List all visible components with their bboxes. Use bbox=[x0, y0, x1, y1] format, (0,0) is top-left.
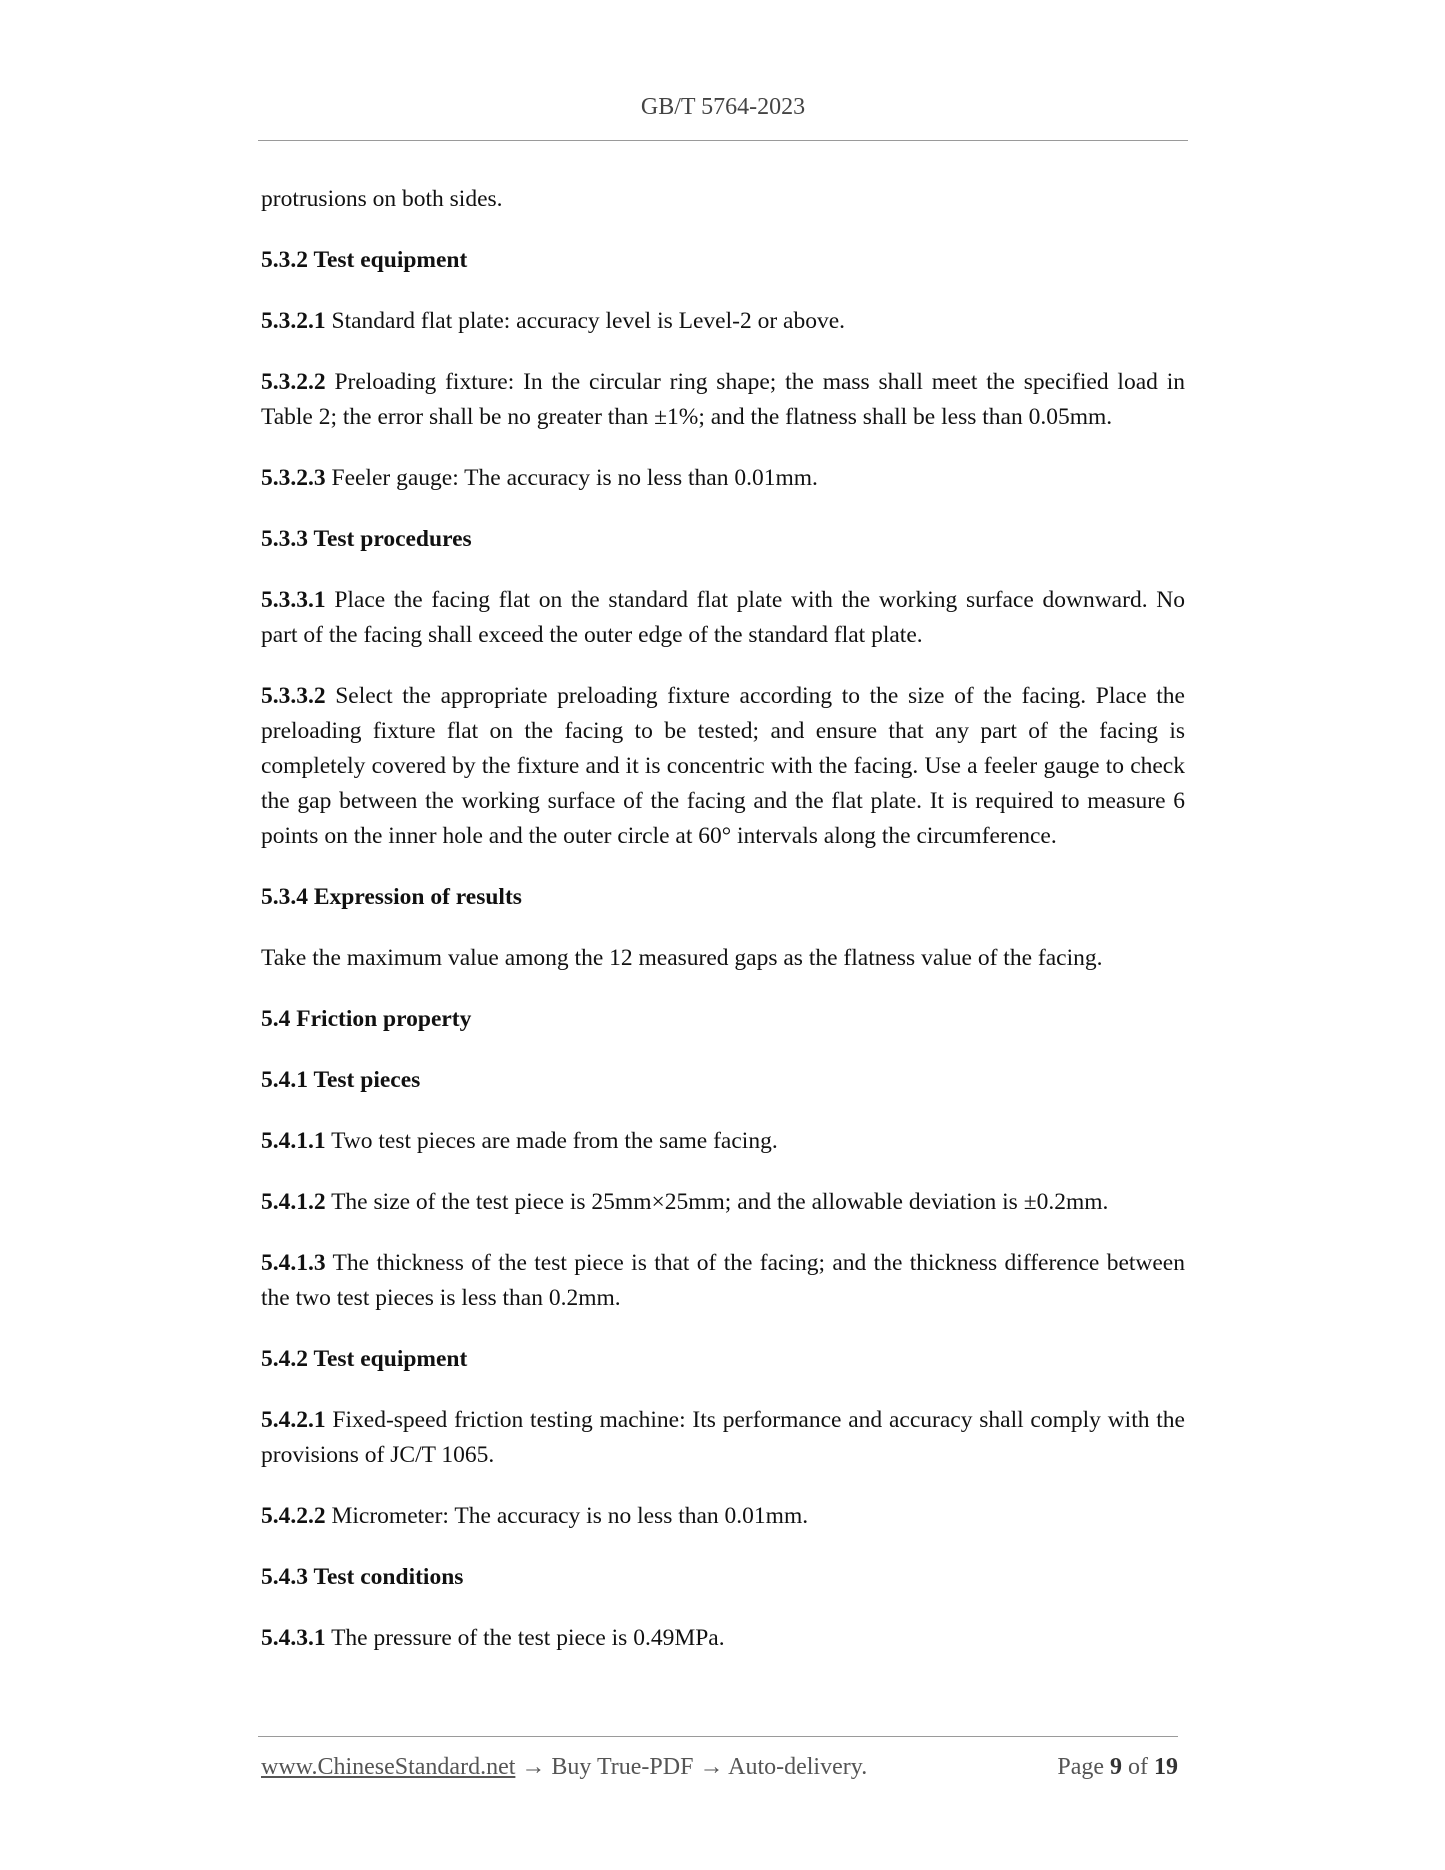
clause-number: 5.4.2.1 bbox=[261, 1407, 326, 1433]
heading-5-4: 5.4 Friction property bbox=[261, 1006, 472, 1032]
clause-number: 5.3.3.1 bbox=[261, 587, 326, 613]
clause-5-3-3-2 bbox=[261, 679, 1185, 854]
clause-5-4-3-1 bbox=[261, 1621, 1185, 1656]
clause-5-4-1-3 bbox=[261, 1246, 1185, 1316]
heading-5-4-1: 5.4.1 Test pieces bbox=[261, 1067, 421, 1093]
paragraph-5-3-4: Take the maximum value among the 12 measured gaps as the flatness value of the facing. bbox=[261, 945, 1103, 971]
clause-text: Place the facing flat on the standard flat plate with the working surface downward. No part of the facing shall exceed the outer edge of the standard flat plate. bbox=[261, 587, 1185, 648]
page-footer bbox=[261, 1754, 1178, 1790]
paragraph-continuation: protrusions on both sides. bbox=[261, 186, 503, 212]
clause-number: 5.4.2.2 bbox=[261, 1503, 326, 1529]
clause-5-4-2-2 bbox=[261, 1499, 1185, 1534]
page-number bbox=[1057, 1754, 1178, 1781]
clause-number: 5.4.1.2 bbox=[261, 1189, 326, 1215]
total-pages: 19 bbox=[1154, 1754, 1178, 1780]
of-label: of bbox=[1122, 1754, 1154, 1780]
clause-5-4-2-1 bbox=[261, 1403, 1185, 1473]
clause-number: 5.4.1.3 bbox=[261, 1250, 326, 1276]
current-page: 9 bbox=[1110, 1754, 1122, 1780]
clause-text: The size of the test piece is 25mm×25mm; and the allowable deviation is ±0.2mm. bbox=[325, 1189, 1109, 1215]
clause-number: 5.3.3.2 bbox=[261, 683, 326, 709]
heading-5-3-4: 5.3.4 Expression of results bbox=[261, 884, 522, 910]
site-link[interactable]: www.ChineseStandard.net bbox=[261, 1754, 516, 1780]
clause-text: Micrometer: The accuracy is no less than 0.01mm. bbox=[325, 1503, 809, 1529]
page-label: Page bbox=[1057, 1754, 1110, 1780]
clause-5-3-2-2 bbox=[261, 365, 1185, 435]
clause-5-3-2-3 bbox=[261, 461, 1185, 496]
clause-text: Feeler gauge: The accuracy is no less than 0.01mm. bbox=[325, 465, 818, 491]
clause-text: Standard flat plate: accuracy level is Level-2 or above. bbox=[325, 308, 846, 334]
clause-text: Two test pieces are made from the same facing. bbox=[325, 1128, 778, 1154]
clause-number: 5.4.3.1 bbox=[261, 1625, 326, 1651]
clause-number: 5.3.2.2 bbox=[261, 369, 326, 395]
clause-text: The thickness of the test piece is that of the facing; and the thickness difference between the two test pieces is less than 0.2mm. bbox=[261, 1250, 1185, 1311]
clause-number: 5.3.2.3 bbox=[261, 465, 326, 491]
footer-divider bbox=[258, 1736, 1178, 1737]
clause-text: Fixed-speed friction testing machine: Its performance and accuracy shall comply with the provisions of JC/T 1065. bbox=[261, 1407, 1185, 1468]
header-divider bbox=[258, 140, 1188, 141]
clause-number: 5.3.2.1 bbox=[261, 308, 326, 334]
heading-5-4-3: 5.4.3 Test conditions bbox=[261, 1564, 464, 1590]
clause-text: Preloading fixture: In the circular ring shape; the mass shall meet the specified load in Table 2; the error shall be no greater than ±1%; and the flatness shall be less than 0.05mm. bbox=[261, 369, 1185, 430]
heading-5-4-2: 5.4.2 Test equipment bbox=[261, 1346, 468, 1372]
clause-5-3-3-1 bbox=[261, 583, 1185, 653]
page-header: GB/T 5764-2023 bbox=[640, 94, 806, 120]
heading-5-3-2: 5.3.2 Test equipment bbox=[261, 247, 468, 273]
document-body bbox=[261, 182, 1185, 1682]
clause-text: Select the appropriate preloading fixture according to the size of the facing. Place the preloading fixture flat on the facing to be tested; and ensure that any part of the facing is completely covered by the fixture and it is concentric with the facing. Use a feeler gauge to check the gap between the working surface of the facing and the flat plate. It is required to measure 6 points on the inner hole and the outer circle at 60° intervals along the circumference. bbox=[261, 683, 1185, 849]
heading-5-3-3: 5.3.3 Test procedures bbox=[261, 526, 472, 552]
clause-5-4-1-1 bbox=[261, 1124, 1185, 1159]
clause-5-3-2-1 bbox=[261, 304, 1185, 339]
footer-promo bbox=[261, 1754, 867, 1781]
clause-5-4-1-2 bbox=[261, 1185, 1185, 1220]
clause-number: 5.4.1.1 bbox=[261, 1128, 326, 1154]
promo-text: → Buy True-PDF → Auto-delivery. bbox=[515, 1754, 868, 1780]
clause-text: The pressure of the test piece is 0.49MPa. bbox=[325, 1625, 725, 1651]
